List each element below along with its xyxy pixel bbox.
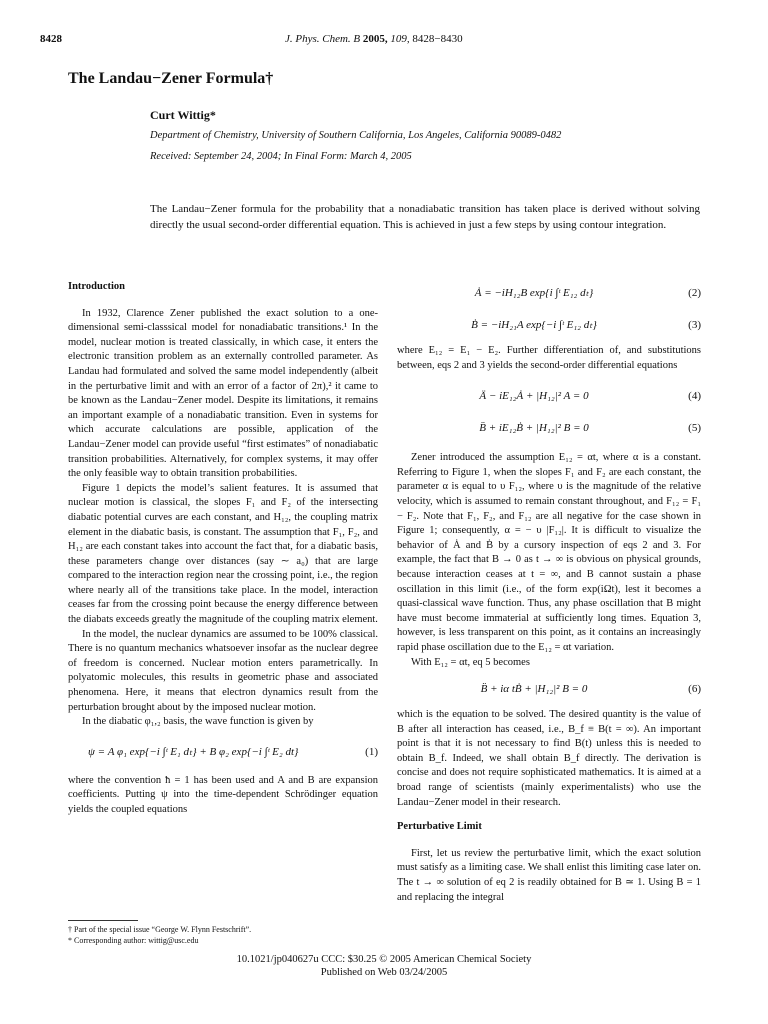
paragraph: In 1932, Clarence Zener published the exact solution to a one-dimensional semi-classsical model for nonadiabatic transitions.¹ In the model, nuclear motion is treated classically, in which case, it enters the electronic transition problem as an externally controlled parameter. As Landau had formulated and solved the same model independently (albeit in the perturbative limit and with an error of a factor of 2π),² it came to be known as the Landau−Zener model. Despite its limitations, it remains an important example of a nonadiabatic transition. Even in systems for which accurate calculations are possible, application of the Landau−Zener model can provide useful “first estimates” of nonadiabatic transition probabilities. Alternatively, for complex systems, it may offer the only feasible way to obtain transition probabilities. [68, 307, 378, 480]
journal-volume: 109, [390, 33, 410, 45]
received-dates: Received: September 24, 2004; In Final Form: March 4, 2005 [150, 151, 412, 162]
paragraph: Zener introduced the assumption E₁₂ = αt, where α is a constant. Referring to Figure 1, when the slopes F₁ and F₂ are each constant, the parameter α is equal to υ F₁₂, where υ is the magnitude of the relative velocity, which is assumed to remain constant throughout, and F₁₂ = F₁ − F₂. Note that F₁, F₂, and F₁₂ are all negative for the case shown in Figure 1; consequently, α = − υ |F₁₂|. It is difficult to visualize the behavior of Ȧ and Ḃ by a cursory inspection of eqs 2 and 3. For example, the fact that B → 0 as t → ∞ is obvious on physical grounds, because interaction ceases at t = ∞, and B cannot sustain a phase oscillation in this limit (i.e., of the form exp(iΩt), lest it becomes a quasi-classical wave function. Thus, any phase oscillation that B might have must become immaterial at sufficiently long times. Equation 3, however, is less transparent on this point, as it contains an increasingly rapid phase oscillation due to the E₁₂ = αt variation. [397, 452, 701, 653]
equation-body: B̈ + iα tḂ + |H₁₂|² B = 0 [480, 683, 588, 696]
paragraph: In the diabatic φ₁,₂ basis, the wave function is given by [82, 716, 314, 728]
left-column [68, 280, 378, 818]
doi-copyright-line: 10.1021/jp040627u CCC: $30.25 © 2005 American Chemical Society [236, 954, 532, 965]
equation-body: Ȧ = −iH₁₂B exp{i ∫ᵗ E₁₂ dₜ} [474, 287, 594, 299]
equation-6 [397, 676, 701, 702]
footnote-corresponding-author: * Corresponding author: wittig@usc.edu [68, 936, 199, 945]
equation-number: (4) [688, 390, 701, 403]
paragraph: where E₁₂ = E₁ − E₂. Further differentiation of, and substitutions between, eqs 2 and 3 yields the second-order differential equations [397, 345, 701, 371]
section-heading-introduction: Introduction [68, 281, 125, 292]
paragraph: which is the equation to be solved. The desired quantity is the value of B after all interaction has ceased, i.e., B_f ≡ B(t = ∞). An important point is that it is not necessary to find B(t) unless this is needed to obtain B_f. Indeed, we shall obtain B_f directly. The derivation is concise and does not require sophisticated mathematics. It is aimed at a broad range of scientists (mainly experimentalists) who use the Landau−Zener model in their research. [397, 709, 701, 808]
paragraph: where the convention ħ = 1 has been used and A and B are expansion coefficients. Putting ψ into the time-dependent Schrödinger equation yields the coupled equations [68, 774, 378, 815]
equation-body: Ä − iE₁₂Ȧ + |H₁₂|² A = 0 [479, 390, 589, 403]
equation-3 [397, 312, 701, 338]
paragraph: With E₁₂ = αt, eq 5 becomes [411, 656, 530, 668]
article-title: The Landau−Zener Formula† [68, 70, 274, 87]
journal-name: J. Phys. Chem. B [285, 33, 361, 45]
equation-body: Ḃ = −iH₂₁A exp{−i ∫ᵗ E₁₂ dₜ} [471, 319, 597, 331]
equation-number: (3) [688, 319, 701, 331]
equation-number: (1) [365, 745, 378, 758]
page-footer [0, 953, 768, 979]
equation-number: (6) [688, 683, 701, 696]
journal-pages: 8428−8430 [412, 33, 463, 45]
journal-citation [285, 33, 463, 45]
footnote-special-issue: † Part of the special issue “George W. Flynn Festschrift”. [68, 925, 252, 934]
equation-number: (5) [688, 422, 701, 435]
equation-2 [397, 280, 701, 306]
equation-5 [397, 415, 701, 441]
journal-year: 2005, [362, 33, 388, 45]
page-number: 8428 [40, 33, 62, 45]
equation-body: ψ = A φ₁ exp{−i ∫ᵗ E₁ dₜ} + B φ₂ exp{−i ∫ᵗ E₂ dt} [88, 745, 299, 758]
footnote-divider [68, 920, 138, 921]
footnotes [68, 924, 368, 946]
author-name: Curt Wittig* [150, 108, 216, 122]
section-heading-perturbative-limit: Perturbative Limit [397, 821, 482, 833]
equation-1 [68, 734, 378, 770]
author-affiliation: Department of Chemistry, University of Southern California, Los Angeles, California 90089-0482 [150, 130, 562, 141]
abstract: The Landau−Zener formula for the probability that a nonadiabatic transition has taken place is derived without solving directly the usual second-order differential equation. This is achieved in just a few steps by using contour integration. [150, 203, 700, 231]
paragraph: In the model, the nuclear dynamics are assumed to be 100% classical. There is no quantum mechanics whatsoever insofar as the nuclear degree of freedom is concerned. Nuclear motion enters parametrically. In polyatomic molecules, this results in geometric phase and associated phenomena. Here, it means that electron dynamics result from the perturbation brought about by the imposed nuclear motion. [68, 628, 378, 713]
publication-date-line: Published on Web 03/24/2005 [320, 967, 448, 978]
equation-4 [397, 383, 701, 409]
equation-number: (2) [688, 287, 701, 299]
paragraph: First, let us review the perturbative limit, which the exact solution must satisfy as a limiting case. We shall enlist this limiting case later on. The t → ∞ solution of eq 2 is readily obtained for B ≃ 1. Using B = 1 and replacing the integral [397, 847, 701, 903]
paragraph: Figure 1 depicts the model’s salient features. It is assumed that nuclear motion is classical, the slopes F₁ and F₂ of the intersecting diabatic potential curves are each constant, and H₁₂, the coupling matrix element in the diabatic basis, is constant. The assumption that F₁, F₂, and H₁₂ are each constant takes into account the fact that, for a diabatic basis, these parameters change over distances (say ∼ a₀) that are large compared to the interaction region near the crossing point, i.e., the region where nearly all of the transitions take place. In the model, interaction ceases far from the crossing point because the energy difference between the diabats exceeds greatly the magnitude of the coupling matrix element. [68, 482, 378, 626]
equation-body: B̈ + iE₁₂Ḃ + |H₁₂|² B = 0 [479, 422, 589, 435]
right-column [397, 280, 701, 905]
